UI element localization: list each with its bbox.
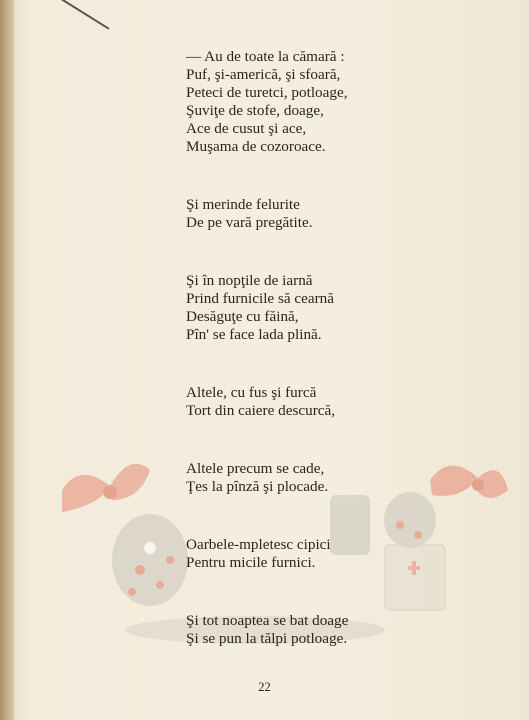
poem-line: Ace de cusut şi ace, bbox=[186, 120, 307, 137]
poem-line: Puf, şi-americă, şi sfoară, bbox=[186, 66, 341, 83]
poem-line: — Au de toate la cămară : bbox=[186, 48, 345, 65]
poem-line: Şi merinde felurite bbox=[186, 196, 300, 213]
poem-line: Altele precum se cade, bbox=[186, 460, 325, 477]
stanza-2 bbox=[186, 196, 446, 232]
stanza-6 bbox=[186, 536, 446, 572]
poem-line: Altele, cu fus şi furcă bbox=[186, 384, 317, 401]
stanza-4 bbox=[186, 384, 446, 420]
stanza-3 bbox=[186, 272, 446, 344]
poem-line: Şi în nopţile de iarnă bbox=[186, 272, 313, 289]
stanza-5 bbox=[186, 460, 446, 496]
page-number: 22 bbox=[258, 680, 271, 694]
poem bbox=[186, 48, 446, 648]
poem-line: Pentru micile furnici. bbox=[186, 554, 316, 571]
poem-line: Desăguţe cu făină, bbox=[186, 308, 299, 325]
poem-line: De pe vară pregătite. bbox=[186, 214, 313, 231]
poem-line: Ţes la pînză şi plocade. bbox=[186, 478, 329, 495]
poem-line: Şi se pun la tălpi potloage. bbox=[186, 630, 348, 647]
poem-line: Muşama de cozoroace. bbox=[186, 138, 326, 155]
poem-line: Tort din caiere descurcă, bbox=[186, 402, 336, 419]
stanza-7 bbox=[186, 612, 446, 648]
poem-line: Şuviţe de stofe, doage, bbox=[186, 102, 324, 119]
poem-line: Pîn' se face lada plină. bbox=[186, 326, 322, 343]
poem-line: Prind furnicile să cearnă bbox=[186, 290, 335, 307]
poem-line: Oarbele-mpletesc cipici bbox=[186, 536, 331, 553]
poem-line: Peteci de turetci, potloage, bbox=[186, 84, 348, 101]
stanza-1 bbox=[186, 48, 446, 156]
poem-line: Şi tot noaptea se bat doage bbox=[186, 612, 349, 629]
